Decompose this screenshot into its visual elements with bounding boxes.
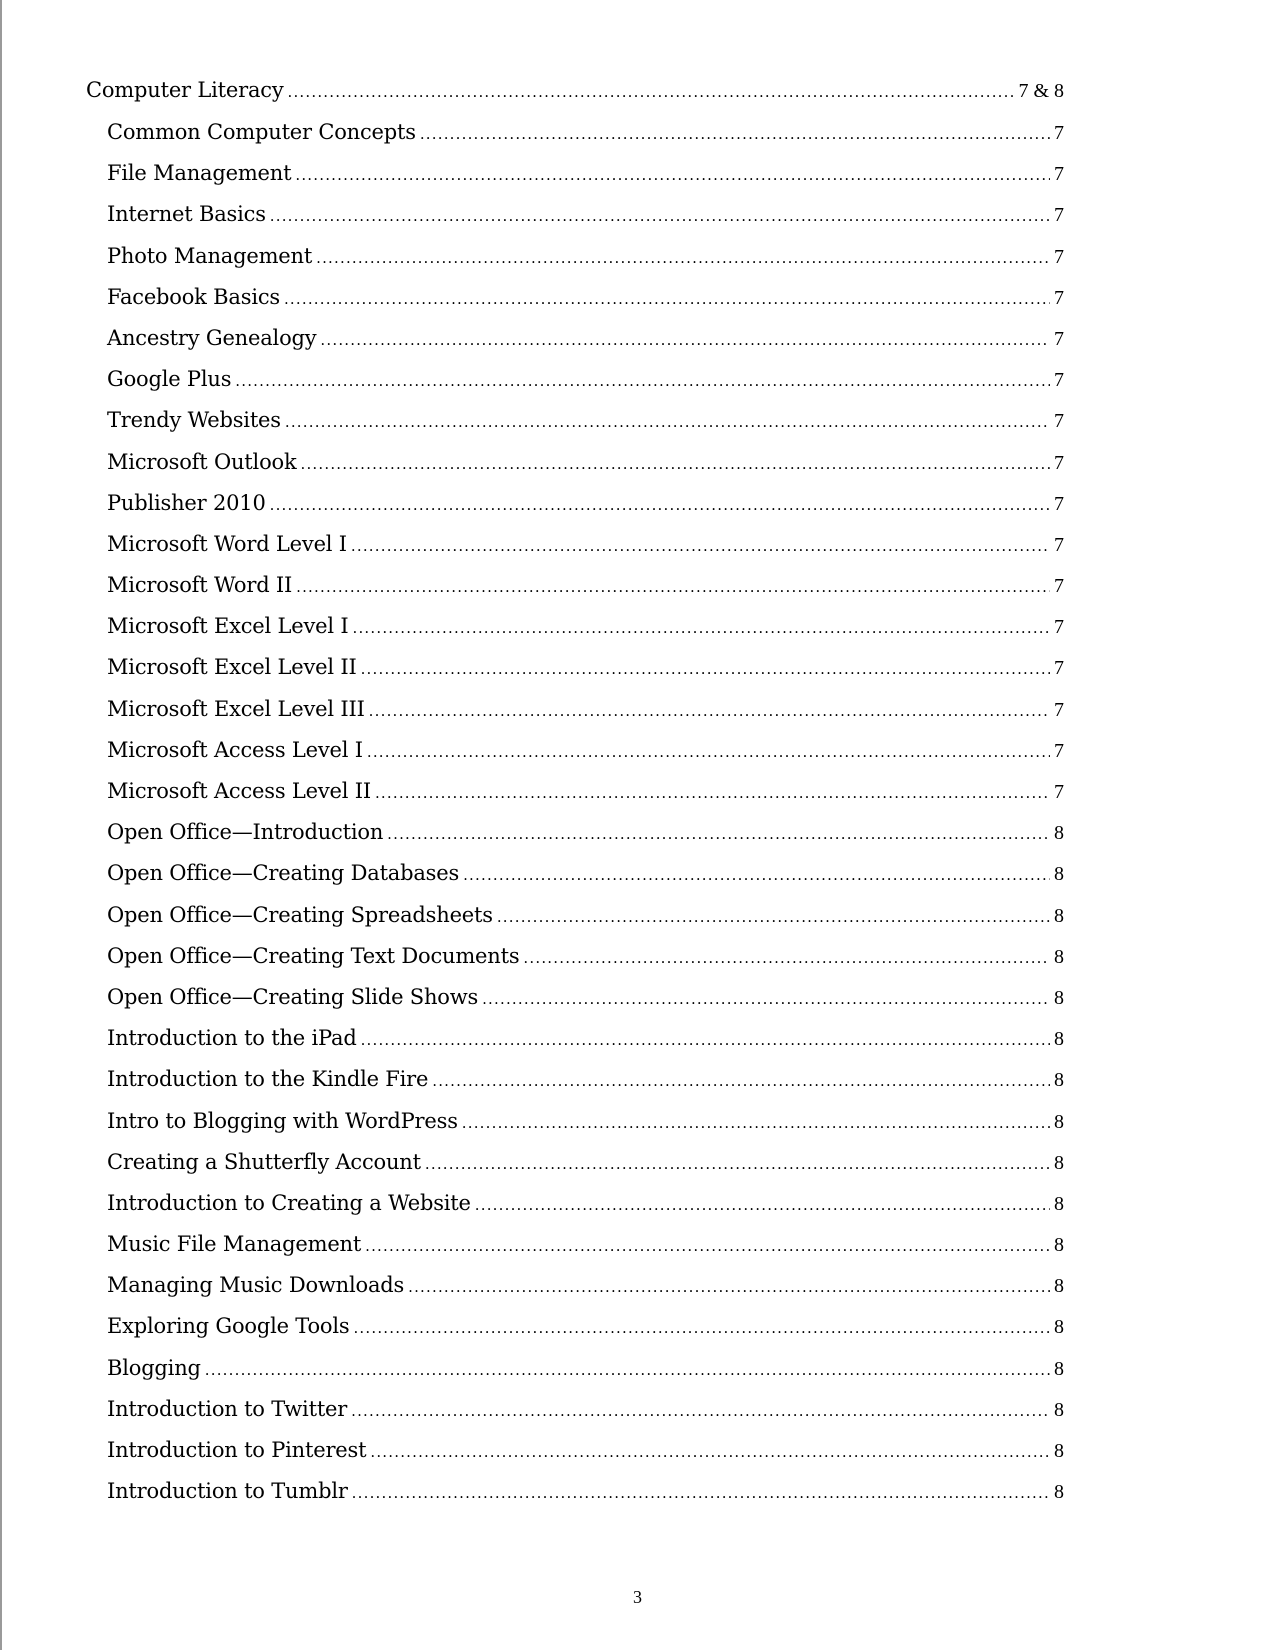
toc-dot-leader xyxy=(300,457,1050,472)
toc-dot-leader xyxy=(296,580,1050,595)
toc-entry[interactable] xyxy=(86,531,1064,575)
toc-entry-label: Microsoft Outlook xyxy=(107,449,297,474)
toc-entry[interactable] xyxy=(86,284,1064,328)
toc-entry-page: 8 xyxy=(1054,1440,1064,1462)
toc-entry-label: Trendy Websites xyxy=(107,408,281,433)
toc-dot-leader xyxy=(270,209,1050,224)
toc-entry[interactable] xyxy=(86,204,1064,245)
toc-dot-leader xyxy=(365,1239,1050,1254)
toc-entry-page: 7 xyxy=(1054,781,1064,803)
toc-entry-page: 7 xyxy=(1054,575,1064,598)
toc-entry-label: Microsoft Excel Level III xyxy=(107,696,365,721)
toc-entry-label: Open Office—Introduction xyxy=(107,820,384,845)
toc-heading-label: Computer Literacy xyxy=(86,78,284,102)
toc-entry[interactable] xyxy=(86,1396,1064,1440)
toc-entry-label: Common Computer Concepts xyxy=(107,120,416,144)
toc-entry-label: Music File Management xyxy=(107,1232,362,1257)
table-of-contents xyxy=(86,80,1064,1522)
toc-entry-page: 8 xyxy=(1054,1028,1064,1051)
toc-entry-label: Facebook Basics xyxy=(107,284,280,309)
page-number: 3 xyxy=(633,1587,642,1607)
toc-entry[interactable] xyxy=(86,369,1064,410)
toc-entry-page: 8 xyxy=(1054,986,1064,1009)
toc-dot-leader xyxy=(270,498,1050,513)
toc-entry-page: 8 xyxy=(1054,863,1064,886)
toc-entry-label: Introduction to the iPad xyxy=(107,1026,357,1051)
toc-entry-page: 8 xyxy=(1054,1234,1064,1257)
toc-entry-label: Google Plus xyxy=(107,367,232,392)
toc-entry-label: Microsoft Word II xyxy=(107,573,293,598)
toc-entry-label: Microsoft Access Level II xyxy=(107,779,371,803)
toc-dot-leader xyxy=(369,704,1050,719)
toc-entry-page: 7 xyxy=(1054,739,1064,762)
toc-dot-leader xyxy=(205,1363,1050,1378)
toc-entry[interactable] xyxy=(86,1108,1064,1152)
toc-entry[interactable] xyxy=(86,902,1064,946)
toc-entry-label: Introduction to Creating a Website xyxy=(107,1190,471,1215)
toc-entry-page: 7 xyxy=(1054,410,1064,433)
toc-entry[interactable] xyxy=(86,1355,1064,1399)
toc-entry-label: Introduction to Twitter xyxy=(107,1396,348,1421)
toc-entry-label: Open Office—Creating Text Documents xyxy=(107,943,520,968)
toc-entry[interactable] xyxy=(86,410,1064,451)
toc-entry[interactable] xyxy=(86,943,1064,987)
toc-entry[interactable] xyxy=(86,781,1064,822)
toc-entry[interactable] xyxy=(86,449,1064,493)
toc-dot-leader xyxy=(408,1280,1050,1295)
toc-entry[interactable] xyxy=(86,1316,1064,1357)
toc-entry-page: 8 xyxy=(1054,1357,1064,1380)
toc-dot-leader xyxy=(352,1486,1050,1501)
toc-heading-page: 7 & 8 xyxy=(1018,80,1064,102)
toc-dot-leader xyxy=(284,292,1050,307)
toc-entry-page: 8 xyxy=(1054,904,1064,927)
toc-dot-leader xyxy=(387,827,1050,842)
toc-entry[interactable] xyxy=(86,696,1064,740)
toc-dot-leader xyxy=(497,910,1050,925)
toc-entry-page: 8 xyxy=(1054,1192,1064,1215)
toc-entry-page: 8 xyxy=(1054,822,1064,845)
toc-entry[interactable] xyxy=(86,863,1064,904)
toc-entry-label: Introduction to Tumblr xyxy=(107,1479,348,1504)
toc-entry-page: 8 xyxy=(1054,1275,1064,1298)
toc-entry[interactable] xyxy=(86,1028,1064,1069)
toc-entry[interactable] xyxy=(86,1190,1064,1234)
page-edge-rule xyxy=(0,0,2,1650)
toc-entry[interactable] xyxy=(86,1481,1064,1522)
toc-entry-page: 8 xyxy=(1054,1481,1064,1504)
toc-entry-label: Open Office—Creating Slide Shows xyxy=(107,984,479,1009)
toc-entry-page: 8 xyxy=(1054,1069,1064,1092)
toc-dot-leader xyxy=(375,786,1050,801)
toc-entry-label: Exploring Google Tools xyxy=(107,1314,350,1339)
toc-entry-label: Blogging xyxy=(107,1355,201,1380)
toc-entry-label: Ancestry Genealogy xyxy=(107,325,317,350)
toc-entry[interactable] xyxy=(86,122,1064,163)
toc-dot-leader xyxy=(367,745,1050,760)
toc-dot-leader xyxy=(295,168,1050,183)
toc-dot-leader xyxy=(361,662,1050,677)
toc-entry-page: 8 xyxy=(1054,945,1064,968)
toc-entry[interactable] xyxy=(86,822,1064,863)
toc-dot-leader xyxy=(287,85,1014,100)
toc-dot-leader xyxy=(475,1198,1050,1213)
toc-entry-page: 8 xyxy=(1054,1316,1064,1339)
toc-entry-page: 7 xyxy=(1054,451,1064,474)
toc-entry-label: Open Office—Creating Spreadsheets xyxy=(107,902,493,927)
toc-entry-page: 7 xyxy=(1054,698,1064,721)
toc-dot-leader xyxy=(353,1321,1050,1336)
toc-entry-label: Microsoft Word Level I xyxy=(107,531,347,556)
toc-entry-label: Internet Basics xyxy=(107,202,266,227)
toc-entry-page: 7 xyxy=(1054,204,1064,227)
toc-dot-leader xyxy=(285,415,1050,430)
toc-entry[interactable] xyxy=(86,984,1064,1028)
toc-entry[interactable] xyxy=(86,1069,1064,1110)
toc-dot-leader xyxy=(463,868,1050,883)
toc-entry[interactable] xyxy=(86,1149,1064,1193)
toc-dot-leader xyxy=(351,539,1050,554)
toc-entry[interactable] xyxy=(86,1234,1064,1275)
toc-heading-row[interactable] xyxy=(86,80,1064,122)
toc-entry[interactable] xyxy=(86,1440,1064,1481)
toc-entry-page: 7 xyxy=(1054,286,1064,309)
toc-entry[interactable] xyxy=(86,575,1064,616)
toc-entries-list xyxy=(86,122,1064,1522)
toc-entry-label: Microsoft Access Level I xyxy=(107,737,363,762)
toc-entry[interactable] xyxy=(86,243,1064,287)
toc-entry-page: 8 xyxy=(1054,1110,1064,1133)
toc-entry-page: 7 xyxy=(1054,616,1064,639)
toc-entry-label: Intro to Blogging with WordPress xyxy=(107,1108,458,1133)
toc-entry[interactable] xyxy=(86,490,1064,534)
toc-dot-leader xyxy=(432,1074,1050,1089)
toc-dot-leader xyxy=(370,1445,1050,1460)
toc-entry-label: File Management xyxy=(107,161,292,186)
toc-entry-label: Open Office—Creating Databases xyxy=(107,861,460,886)
toc-dot-leader xyxy=(235,374,1050,389)
toc-entry-label: Photo Management xyxy=(107,243,313,268)
toc-entry-page: 7 xyxy=(1054,163,1064,186)
toc-entry-page: 7 xyxy=(1054,369,1064,392)
toc-dot-leader xyxy=(420,127,1050,142)
toc-entry-label: Introduction to the Kindle Fire xyxy=(107,1067,429,1092)
toc-dot-leader xyxy=(351,1404,1050,1419)
toc-dot-leader xyxy=(482,992,1050,1007)
toc-dot-leader xyxy=(320,333,1050,348)
toc-dot-leader xyxy=(361,1033,1050,1048)
toc-dot-leader xyxy=(462,1116,1050,1131)
toc-entry-page: 8 xyxy=(1054,1398,1064,1421)
toc-entry-label: Microsoft Excel Level I xyxy=(107,614,349,639)
toc-entry[interactable] xyxy=(86,1275,1064,1316)
toc-entry-label: Managing Music Downloads xyxy=(107,1273,405,1298)
toc-entry-label: Microsoft Excel Level II xyxy=(107,655,357,680)
toc-entry[interactable] xyxy=(86,616,1064,657)
toc-entry-page: 7 xyxy=(1054,533,1064,556)
toc-entry[interactable] xyxy=(86,163,1064,204)
toc-entry-page: 7 xyxy=(1054,492,1064,515)
toc-entry[interactable] xyxy=(86,737,1064,781)
toc-entry-label: Introduction to Pinterest xyxy=(107,1438,367,1462)
toc-entry-label: Publisher 2010 xyxy=(107,490,266,515)
toc-dot-leader xyxy=(352,621,1050,636)
toc-dot-leader xyxy=(523,951,1050,966)
toc-entry-page: 7 xyxy=(1054,122,1064,144)
toc-entry-page: 7 xyxy=(1054,657,1064,680)
toc-entry-label: Creating a Shutterfly Account xyxy=(107,1149,421,1174)
toc-dot-leader xyxy=(316,251,1050,266)
toc-entry[interactable] xyxy=(86,657,1064,698)
toc-entry[interactable] xyxy=(86,325,1064,369)
toc-dot-leader xyxy=(425,1157,1050,1172)
toc-entry-page: 7 xyxy=(1054,245,1064,268)
toc-entry-page: 7 xyxy=(1054,327,1064,350)
toc-entry-page: 8 xyxy=(1054,1151,1064,1174)
